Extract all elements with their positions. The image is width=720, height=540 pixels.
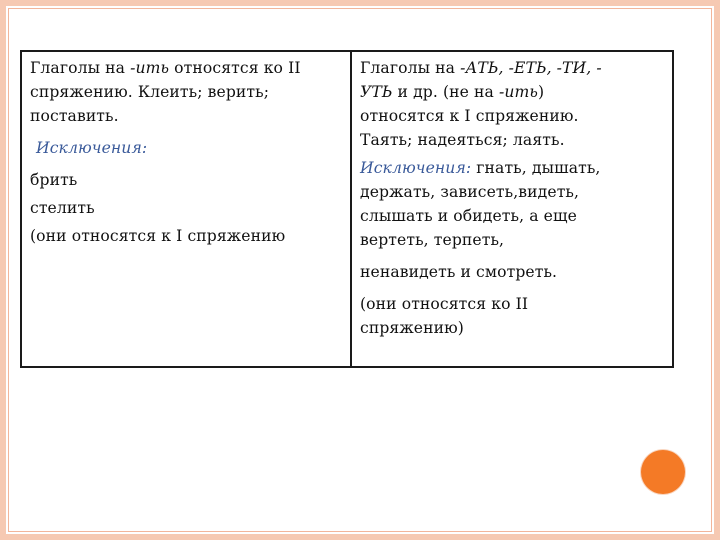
left-note: (они относятся к I спряжению: [30, 227, 286, 245]
right-line-9: ненавидеть и смотреть.: [360, 263, 558, 281]
right-line-11: спряжению): [360, 319, 464, 337]
left-column: [22, 52, 352, 366]
right-exceptions-label: Исключения:: [360, 159, 472, 177]
right-column: [352, 52, 672, 366]
suffix-it: -ить: [130, 59, 170, 77]
suffixes-list: -АТЬ, -ЕТЬ, -ТИ, -: [460, 59, 602, 77]
left-exception-word-2: стелить: [30, 199, 95, 217]
right-line-7: слышать и обидеть, а еще: [360, 207, 577, 225]
right-line-4: Таять; надеяться; лаять.: [360, 131, 565, 149]
right-line-2: [360, 80, 666, 104]
left-line-2: спряжению. Клеить; верить;: [30, 83, 270, 101]
right-text: Глаголы на: [360, 59, 461, 77]
right-line-8: вертеть, терпеть,: [360, 231, 505, 249]
orange-circle-decoration: [641, 450, 685, 494]
right-line-3: относятся к I спряжению.: [360, 107, 579, 125]
right-line-1: [360, 56, 666, 80]
right-line-6: держать, зависеть,видеть,: [360, 183, 580, 201]
conjugation-table: [20, 50, 674, 368]
suffix-ut: УТЬ: [360, 83, 393, 101]
left-text: Глаголы на: [30, 59, 131, 77]
left-line-3: поставить.: [30, 107, 119, 125]
right-text: гнать, дышать,: [471, 159, 601, 177]
left-exception-word-1: брить: [30, 171, 78, 189]
left-exceptions-label: Исключения:: [36, 139, 148, 157]
right-line-10: (они относятся ко II: [360, 295, 529, 313]
suffix-it: -ить: [499, 83, 538, 101]
right-line-5: [360, 156, 666, 180]
right-text: и др. (не на: [392, 83, 499, 101]
left-line-1: [30, 56, 344, 80]
left-text: относятся ко II: [169, 59, 301, 77]
right-text: ): [538, 83, 545, 101]
